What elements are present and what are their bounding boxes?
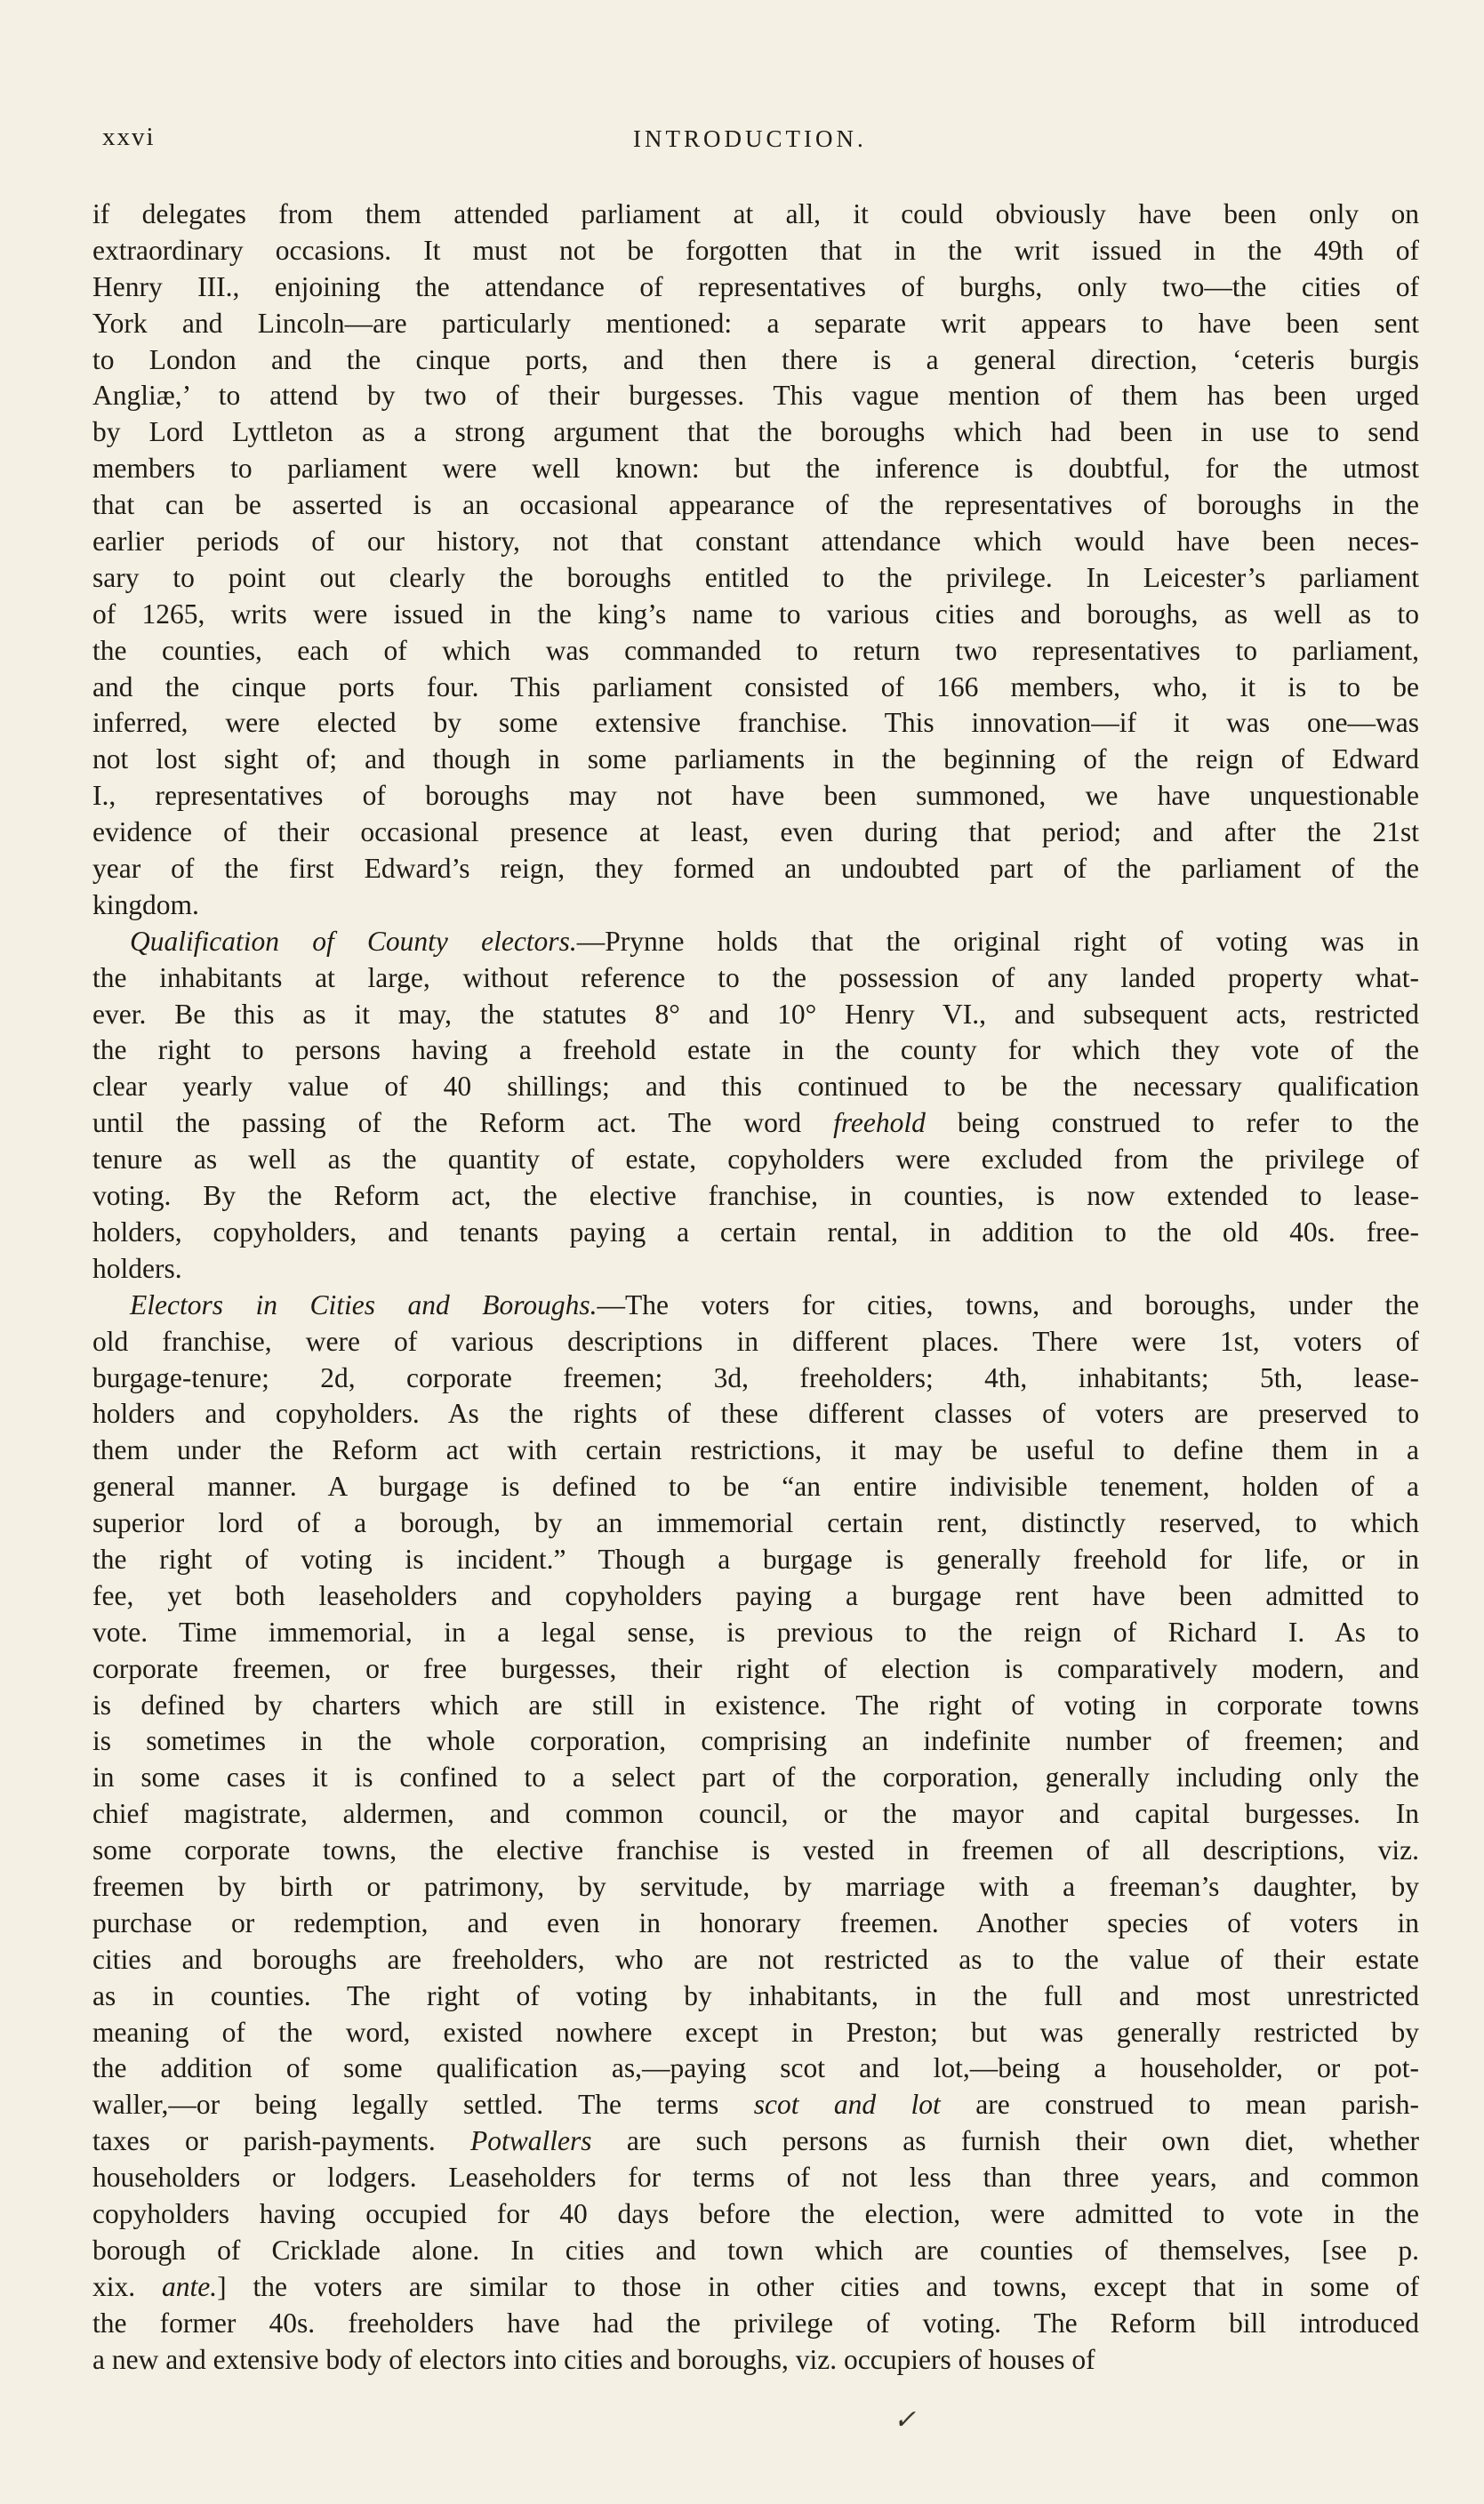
text-line bbox=[92, 1833, 1419, 1869]
text-run: inferred, were elected by some extensive franchise. This innovation—if it was one—was bbox=[92, 707, 1419, 739]
text-run: vote. Time immemorial, in a legal sense, is previous to the reign of Richard I. As to bbox=[92, 1616, 1419, 1648]
text-run: by Lord Lyttleton as a strong argument that the boroughs which had been in use to send bbox=[92, 416, 1419, 448]
text-run: are such persons as furnish their own diet, whether bbox=[591, 2125, 1419, 2157]
text-run: the right of voting is incident.” Though a burgage is generally freehold for life, or in bbox=[92, 1543, 1419, 1575]
text-line bbox=[92, 1869, 1419, 1906]
text-run: fee, yet both leaseholders and copyholders paying a burgage rent have been admitted to bbox=[92, 1579, 1419, 1611]
text-line bbox=[92, 524, 1419, 560]
text-line bbox=[92, 1324, 1419, 1360]
text-run: is sometimes in the whole corporation, comprising an indefinite number of freemen; and bbox=[92, 1725, 1419, 1757]
text-line bbox=[92, 633, 1419, 670]
text-line bbox=[92, 1578, 1419, 1615]
text-run: waller,—or being legally settled. The terms bbox=[92, 2089, 754, 2121]
text-line bbox=[92, 1105, 1419, 1142]
text-run: members to parliament were well known: but the inference is doubtful, for the utmost bbox=[92, 453, 1419, 485]
text-run: —The voters for cities, towns, and boroughs, under the bbox=[597, 1288, 1419, 1320]
text-line bbox=[92, 1688, 1419, 1724]
text-line bbox=[92, 815, 1419, 851]
paragraph bbox=[92, 1288, 1419, 2379]
text-line bbox=[92, 1542, 1419, 1578]
text-line bbox=[92, 2269, 1419, 2306]
text-run: is defined by charters which are still in existence. The right of voting in corporate towns bbox=[92, 1689, 1419, 1721]
text-line bbox=[92, 2233, 1419, 2269]
text-run: of 1265, writs were issued in the king’s name to various cities and boroughs, as well as to bbox=[92, 598, 1419, 630]
text-run: if delegates from them attended parliament at all, it could obviously have been only on bbox=[92, 198, 1419, 229]
text-run: them under the Reform act with certain restrictions, it may be useful to define them in a bbox=[92, 1434, 1419, 1466]
text-run: until the passing of the Reform act. The word bbox=[92, 1107, 834, 1139]
text-line bbox=[92, 1032, 1419, 1069]
text-line bbox=[92, 1251, 1419, 1288]
text-line bbox=[92, 705, 1419, 742]
text-run: meaning of the word, existed nowhere except in Preston; but was generally restricted by bbox=[92, 2016, 1419, 2048]
text-line bbox=[92, 1178, 1419, 1215]
text-line bbox=[92, 487, 1419, 524]
text-run: clear yearly value of 40 shillings; and this continued to be the necessary qualification bbox=[92, 1071, 1419, 1103]
text-run: being construed to refer to the bbox=[925, 1107, 1419, 1139]
text-run: and the cinque ports four. This parliament consisted of 166 members, who, it is to be bbox=[92, 670, 1419, 702]
text-line bbox=[92, 1615, 1419, 1651]
text-line bbox=[92, 670, 1419, 706]
text-run: in some cases it is confined to a select part of the corporation, generally including only the bbox=[92, 1762, 1419, 1794]
text-run: superior lord of a borough, by an immemorial certain rent, distinctly reserved, to which bbox=[92, 1507, 1419, 1539]
text-run: Henry III., enjoining the attendance of representatives of burghs, only two—the cities of bbox=[92, 270, 1419, 302]
text-run: the right to persons having a freehold estate in the county for which they vote of the bbox=[92, 1034, 1419, 1066]
text-run: not lost sight of; and though in some parliaments in the beginning of the reign of Edward bbox=[92, 743, 1419, 775]
text-line bbox=[92, 960, 1419, 997]
text-line bbox=[92, 1723, 1419, 1760]
text-run: cities and boroughs are freeholders, who are not restricted as to the value of their estate bbox=[92, 1943, 1419, 1975]
text-run: extraordinary occasions. It must not be forgotten that in the writ issued in the 49th of bbox=[92, 234, 1419, 266]
text-run: corporate freemen, or free burgesses, their right of election is comparatively modern, and bbox=[92, 1652, 1419, 1684]
italic-text: Qualification of County electors. bbox=[130, 925, 577, 957]
text-line bbox=[92, 2087, 1419, 2123]
text-line bbox=[92, 887, 1419, 924]
text-line bbox=[92, 560, 1419, 597]
text-line bbox=[92, 1505, 1419, 1542]
text-line bbox=[92, 778, 1419, 815]
text-run: evidence of their occasional presence at least, even during that period; and after the 21st bbox=[92, 816, 1419, 848]
text-run: tenure as well as the quantity of estate, copyholders were excluded from the privilege of bbox=[92, 1144, 1419, 1176]
text-line bbox=[92, 1433, 1419, 1469]
text-run: —Prynne holds that the original right of voting was in bbox=[576, 925, 1419, 957]
text-run: holders. bbox=[92, 1252, 182, 1284]
paragraph bbox=[92, 197, 1419, 924]
text-line bbox=[92, 924, 1419, 960]
text-line bbox=[92, 342, 1419, 379]
text-line bbox=[92, 1360, 1419, 1397]
text-line bbox=[92, 2051, 1419, 2087]
text-run: year of the first Edward’s reign, they formed an undoubted part of the parliament of the bbox=[92, 853, 1419, 885]
text-run: purchase or redemption, and even in honorary freemen. Another species of voters in bbox=[92, 1906, 1419, 1938]
text-line bbox=[92, 2015, 1419, 2051]
page-number: xxvi bbox=[102, 123, 156, 151]
text-line bbox=[92, 997, 1419, 1033]
text-run: the counties, each of which was commanded to return two representatives to parliament, bbox=[92, 634, 1419, 666]
text-line bbox=[92, 1760, 1419, 1796]
text-run: earlier periods of our history, not that constant attendance which would have been neces- bbox=[92, 526, 1419, 558]
text-line bbox=[92, 414, 1419, 451]
text-run: some corporate towns, the elective franchise is vested in freemen of all descriptions, viz. bbox=[92, 1834, 1419, 1866]
text-line bbox=[92, 2196, 1419, 2233]
text-run: old franchise, were of various descriptions in different places. There were 1st, voters of bbox=[92, 1325, 1419, 1357]
text-run: burgage-tenure; 2d, corporate freemen; 3d, freeholders; 4th, inhabitants; 5th, lease- bbox=[92, 1361, 1419, 1393]
text-line bbox=[92, 1796, 1419, 1833]
text-line bbox=[92, 269, 1419, 306]
body-text bbox=[92, 197, 1419, 2378]
text-line bbox=[92, 2160, 1419, 2196]
text-line bbox=[92, 306, 1419, 342]
text-line bbox=[92, 1288, 1419, 1324]
text-run: ever. Be this as it may, the statutes 8° and 10° Henry VI., and subsequent acts, restricted bbox=[92, 998, 1419, 1030]
text-run: holders, copyholders, and tenants paying a certain rental, in addition to the old 40s. free- bbox=[92, 1216, 1419, 1248]
text-run: Angliæ,’ to attend by two of their burgesses. This vague mention of them has been urged bbox=[92, 380, 1419, 412]
text-line bbox=[92, 1469, 1419, 1505]
running-head: INTRODUCTION. bbox=[633, 125, 867, 152]
text-run: the inhabitants at large, without reference to the possession of any landed property what- bbox=[92, 961, 1419, 993]
text-run: sary to point out clearly the boroughs entitled to the privilege. In Leicester’s parliament bbox=[92, 561, 1419, 593]
text-run: freemen by birth or patrimony, by servitude, by marriage with a freeman’s daughter, by bbox=[92, 1870, 1419, 1902]
text-line bbox=[92, 1142, 1419, 1178]
italic-text: Electors in Cities and Boroughs. bbox=[130, 1288, 598, 1320]
text-run: taxes or parish-payments. bbox=[92, 2125, 471, 2157]
text-run: are construed to mean parish- bbox=[940, 2089, 1419, 2121]
text-run: as in counties. The right of voting by inhabitants, in the full and most unrestricted bbox=[92, 1979, 1419, 2011]
text-line bbox=[92, 378, 1419, 414]
text-run: xix. bbox=[92, 2270, 163, 2302]
text-run: that can be asserted is an occasional appearance of the representatives of boroughs in the bbox=[92, 489, 1419, 521]
text-line bbox=[92, 1215, 1419, 1251]
text-run: householders or lodgers. Leaseholders for terms of not less than three years, and common bbox=[92, 2162, 1419, 2194]
text-line bbox=[92, 197, 1419, 233]
text-run: kingdom. bbox=[92, 888, 199, 920]
text-line bbox=[92, 1069, 1419, 1105]
text-line bbox=[92, 851, 1419, 887]
text-line bbox=[92, 1942, 1419, 1978]
text-run: I., representatives of boroughs may not have been summoned, we have unquestionable bbox=[92, 780, 1419, 812]
text-line bbox=[92, 1906, 1419, 1942]
text-line bbox=[92, 742, 1419, 778]
italic-text: freehold bbox=[833, 1107, 926, 1139]
text-run: the addition of some qualification as,—paying scot and lot,—being a householder, or pot- bbox=[92, 2052, 1419, 2084]
text-line bbox=[92, 1978, 1419, 2015]
text-line bbox=[92, 2123, 1419, 2160]
text-run: the former 40s. freeholders have had the privilege of voting. The Reform bill introduced bbox=[92, 2307, 1419, 2339]
text-run: a new and extensive body of electors into cities and boroughs, viz. occupiers of houses of bbox=[92, 2343, 1095, 2375]
text-line bbox=[92, 597, 1419, 633]
text-run: York and Lincoln—are particularly mentioned: a separate writ appears to have been sent bbox=[92, 307, 1419, 339]
text-run: borough of Cricklade alone. In cities and town which are counties of themselves, [see p. bbox=[92, 2234, 1419, 2266]
text-run: holders and copyholders. As the rights of these different classes of voters are preserved to bbox=[92, 1398, 1419, 1430]
text-run: chief magistrate, aldermen, and common council, or the mayor and capital burgesses. In bbox=[92, 1798, 1419, 1830]
paragraph bbox=[92, 924, 1419, 1288]
text-run: copyholders having occupied for 40 days before the election, were admitted to vote in the bbox=[92, 2197, 1419, 2229]
text-line bbox=[92, 2306, 1419, 2342]
text-run: voting. By the Reform act, the elective franchise, in counties, is now extended to lease- bbox=[92, 1180, 1419, 1212]
text-run: to London and the cinque ports, and then there is a general direction, ‘ceteris burgis bbox=[92, 343, 1419, 375]
text-line bbox=[92, 451, 1419, 487]
text-run: general manner. A burgage is defined to be “an entire indivisible tenement, holden of a bbox=[92, 1471, 1419, 1503]
italic-text: Potwallers bbox=[470, 2125, 592, 2157]
text-line bbox=[92, 233, 1419, 269]
margin-mark: ✓ bbox=[894, 2405, 917, 2435]
text-line bbox=[92, 1651, 1419, 1688]
italic-text: scot and lot bbox=[753, 2089, 941, 2121]
text-line bbox=[92, 1396, 1419, 1433]
italic-text: ante. bbox=[162, 2270, 218, 2302]
text-line bbox=[92, 2342, 1419, 2379]
text-run: ] the voters are similar to those in other cities and towns, except that in some of bbox=[217, 2270, 1419, 2302]
